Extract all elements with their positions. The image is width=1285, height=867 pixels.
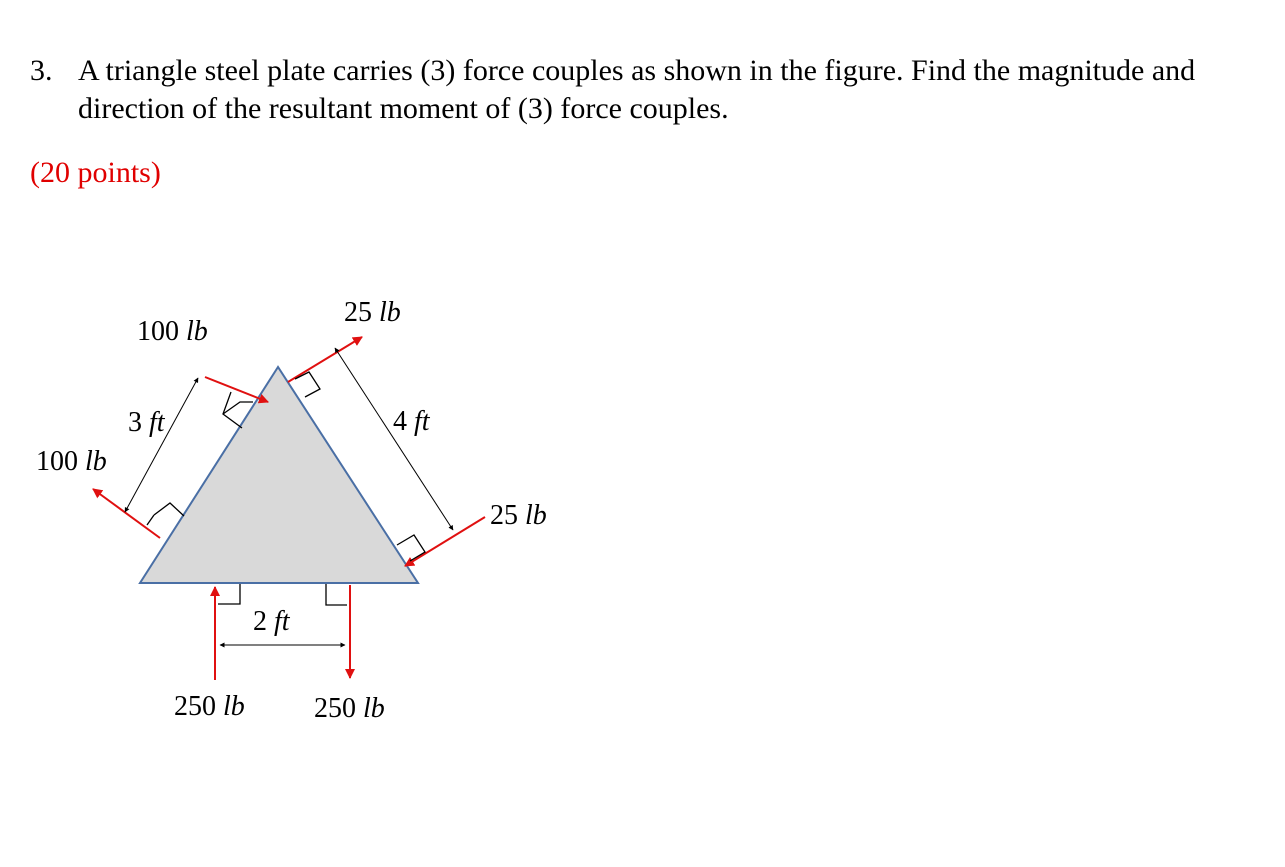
right-angle-mark [218, 584, 240, 604]
right-angle-mark [326, 584, 347, 605]
label-force-top-right: 25 lb [344, 297, 401, 328]
force-arrow-top-left [205, 377, 268, 402]
force-arrow-right [405, 517, 485, 566]
right-angle-mark [223, 392, 242, 428]
label-force-right: 25 lb [490, 500, 547, 531]
question-number: 3. [30, 54, 53, 87]
label-force-bottom-right: 250 lb [314, 693, 385, 724]
label-distance-left: 3 ft [128, 407, 165, 438]
right-angle-mark [154, 503, 184, 516]
question-text: A triangle steel plate carries (3) force couples as shown in the figure. Find the magnitude and direction of the resultant moment of (3) force couples. [78, 54, 1196, 125]
right-angle-mark [147, 515, 154, 525]
dimension-line-left [125, 378, 198, 512]
label-distance-bottom: 2 ft [253, 606, 290, 637]
label-distance-right: 4 ft [393, 406, 430, 437]
label-force-bottom-left: 250 lb [174, 691, 245, 722]
force-arrow-top-right [288, 337, 362, 382]
force-arrow-left [93, 489, 160, 538]
label-force-top-left: 100 lb [137, 316, 208, 347]
points-label: (20 points) [30, 156, 161, 189]
label-force-left: 100 lb [36, 446, 107, 477]
triangle-plate [140, 367, 418, 583]
